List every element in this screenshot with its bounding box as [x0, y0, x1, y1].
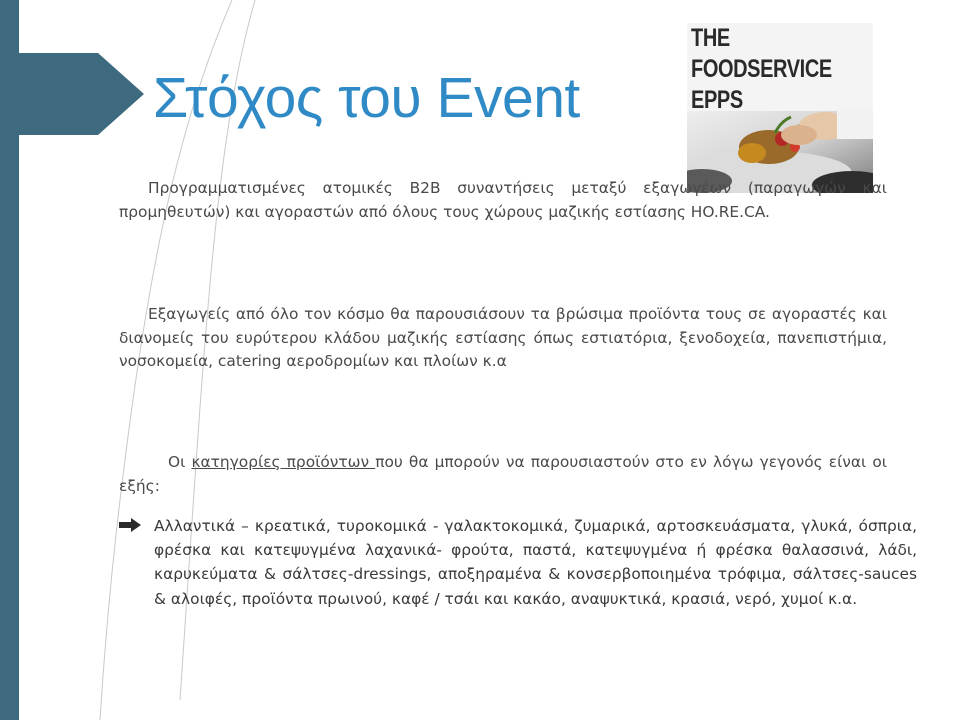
- slide-title: Στόχος του Event: [153, 66, 580, 130]
- intro-paragraph: Προγραμματισμένες ατομικές B2B συναντήσεις μεταξύ εξαγωγέων (παραγωγών και προμηθευτών) και αγοραστών από όλους τους χώρους μαζικής εστίασης HO.RE.CA.: [119, 179, 887, 221]
- arrow-bullet-icon: [119, 518, 141, 532]
- left-accent-band: [0, 0, 19, 720]
- categories-suffix: που θα μπορούν να παρουσιαστούν στο εν λόγω γεγονός είναι οι εξής:: [119, 453, 887, 495]
- logo-word-epps: EPPS: [691, 86, 743, 114]
- product-categories-link[interactable]: κατηγορίες προϊόντων: [191, 453, 376, 471]
- title-arrow-icon: [18, 53, 144, 135]
- logo-word-foodservice: FOODSERVICE: [691, 55, 832, 83]
- product-categories-text: Αλλαντικά – κρεατικά, τυροκομικά - γαλακτοκομικά, ζυμαρικά, αρτοσκευάσματα, γλυκά, όσπρια, φρέσκα και κατεψυγμένα λαχανικά- φρούτα, παστά, κατεψυγμένα ή φρέσκα θαλασσινά, λάδι, καρυκεύματα & σάλτσες-dressings, αποξηραμένα & κονσερβοποιημένα τρόφιμα, σάλτσες-sauces & αλοιφές, προϊόντα πρωινού, καφέ / τσάι και κακάο, αναψυκτικά, κρασιά, νερό, χυμοί κ.α.: [154, 517, 917, 608]
- exporters-paragraph: Εξαγωγείς από όλο τον κόσμο θα παρουσιάσουν τα βρώσιμα προϊόντα τους σε αγοραστές και διανομείς του ευρύτερου κλάδου μαζικής εστίασης όπως εστιατόρια, ξενοδοχεία, πανεπιστήμια, νοσοκομεία, catering αεροδρομίων και πλοίων κ.α: [119, 305, 887, 370]
- categories-paragraph: [119, 451, 887, 498]
- foodservice-epps-logo: [687, 23, 873, 193]
- logo-word-the: THE: [691, 24, 730, 52]
- categories-prefix: Οι: [168, 453, 192, 471]
